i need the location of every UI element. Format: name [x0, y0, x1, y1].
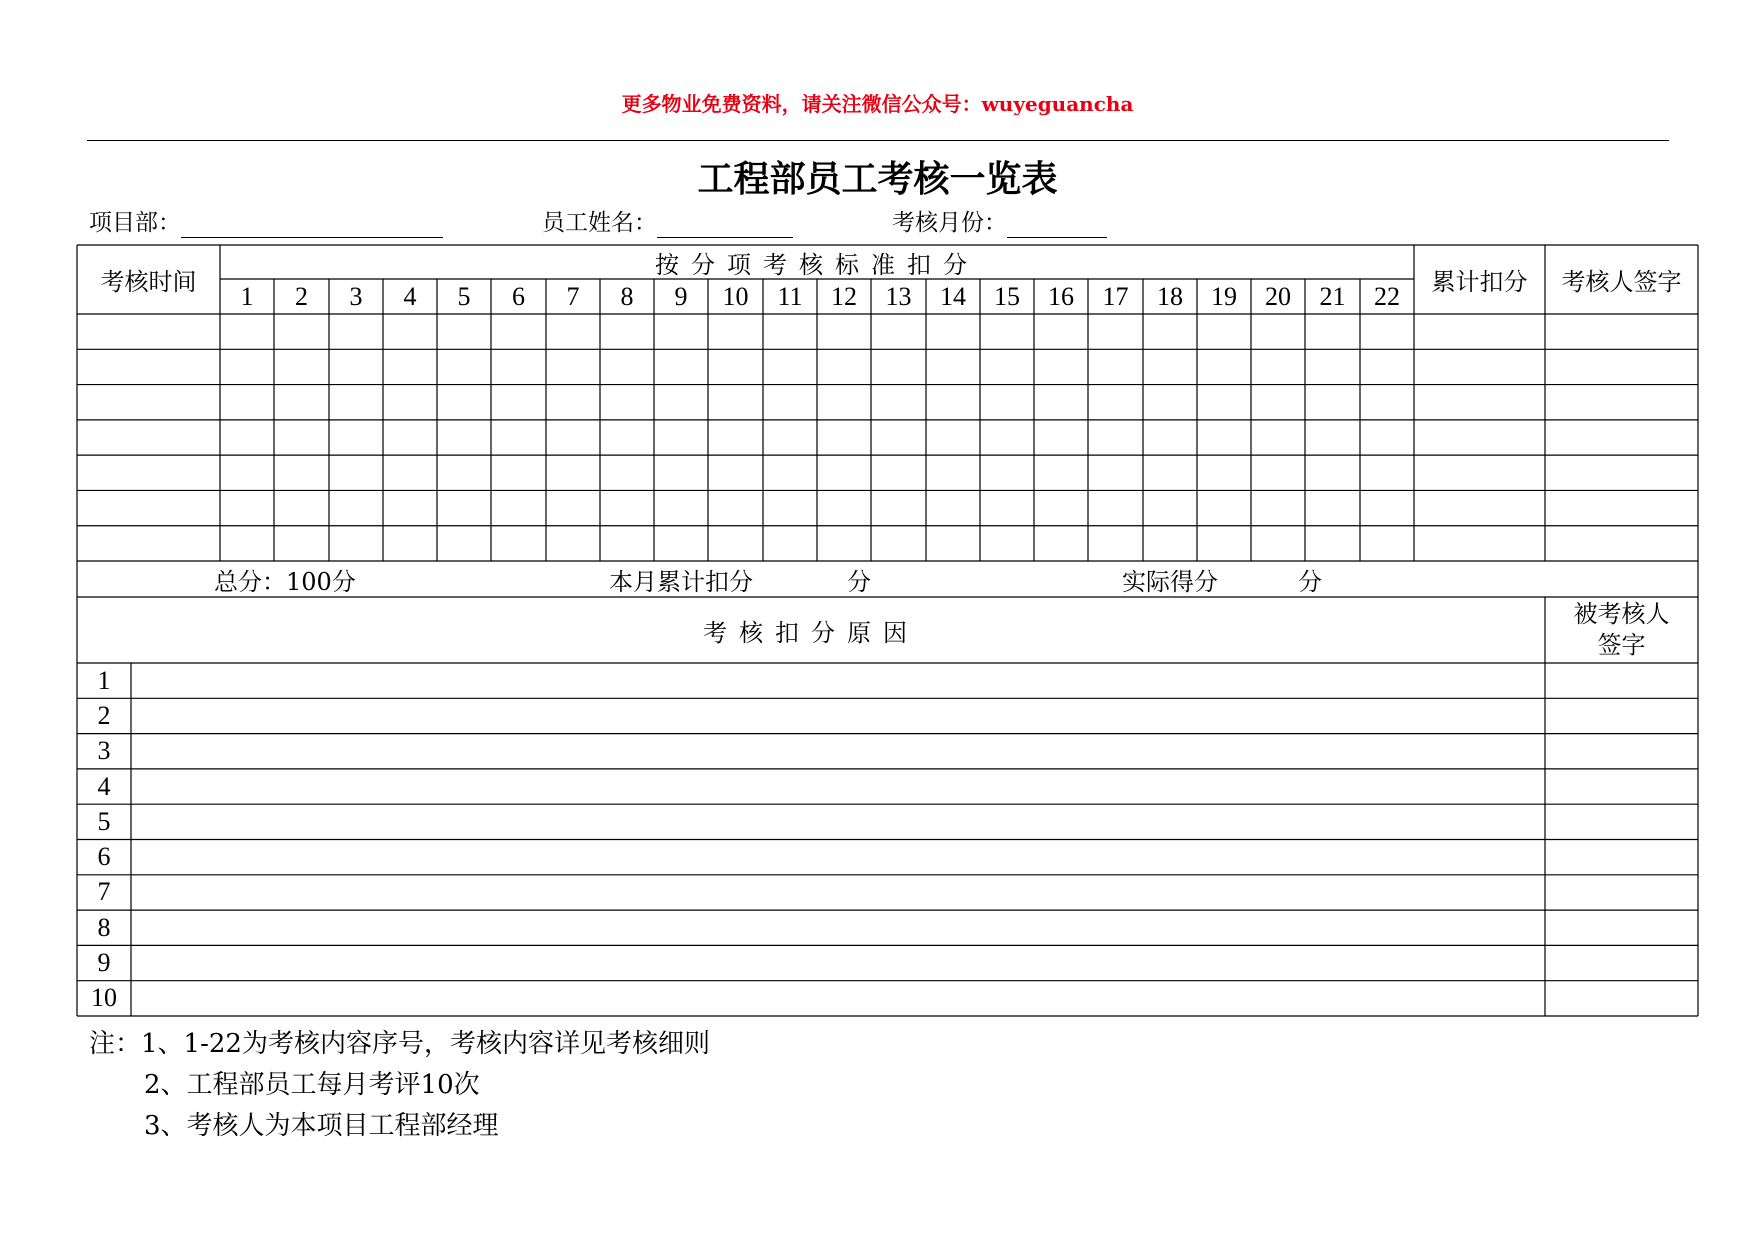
reason-row-number: 5 — [97, 806, 111, 836]
monthly-deduction-unit: 分 — [847, 567, 871, 596]
reason-row-number: 10 — [91, 983, 117, 1013]
employee-label: 员工姓名： — [542, 210, 657, 236]
criteria-number: 10 — [722, 281, 749, 311]
note-item: 注：1、1-22为考核内容序号，考核内容详见考核细则 — [89, 1029, 710, 1059]
time-header: 考核时间 — [100, 268, 197, 296]
monthly-deduction-label: 本月累计扣分 — [609, 567, 753, 596]
month-label: 考核月份： — [892, 210, 1007, 236]
criteria-number: 16 — [1048, 281, 1074, 311]
criteria-number: 11 — [777, 281, 803, 311]
reason-row-number: 7 — [97, 877, 111, 907]
criteria-header: 按分项考核标准扣分 — [655, 250, 979, 279]
note-item: 3、考核人为本项目工程部经理 — [144, 1111, 499, 1141]
reason-row-number: 9 — [97, 948, 111, 978]
reason-row-number: 4 — [97, 771, 111, 801]
page-title: 工程部员工考核一览表 — [697, 158, 1058, 200]
criteria-number: 2 — [295, 281, 308, 311]
promo-banner: 更多物业免费资料，请关注微信公众号：wuyeguancha — [621, 92, 1134, 116]
project-label: 项目部： — [89, 210, 181, 236]
cumulative-header: 累计扣分 — [1431, 268, 1528, 296]
assessor-sign-header: 考核人签字 — [1561, 268, 1682, 296]
criteria-number: 12 — [831, 281, 857, 311]
criteria-number: 20 — [1265, 281, 1291, 311]
criteria-number: 17 — [1102, 281, 1129, 311]
criteria-number: 7 — [566, 281, 580, 311]
criteria-number: 13 — [885, 281, 912, 311]
reason-row-number: 2 — [97, 700, 111, 730]
criteria-number: 19 — [1211, 281, 1237, 311]
assessee-sign-line1: 被考核人 — [1573, 600, 1670, 628]
reasons-header: 考核扣分原因 — [703, 618, 919, 647]
criteria-number: 21 — [1319, 281, 1346, 311]
criteria-number: 18 — [1157, 281, 1183, 311]
reason-row-number: 1 — [97, 665, 111, 695]
criteria-number: 9 — [674, 281, 688, 311]
actual-score-label: 实际得分 — [1122, 567, 1218, 596]
criteria-number: 8 — [620, 281, 634, 311]
criteria-number: 3 — [349, 281, 363, 311]
criteria-number: 4 — [403, 281, 417, 311]
reason-row-number: 3 — [97, 736, 111, 766]
reason-row-number: 6 — [97, 842, 111, 872]
criteria-number: 14 — [940, 281, 966, 311]
actual-score-unit: 分 — [1298, 567, 1322, 596]
note-item: 2、工程部员工每月考评10次 — [144, 1070, 480, 1100]
criteria-number: 15 — [994, 281, 1020, 311]
notes — [89, 1024, 710, 1147]
criteria-number: 5 — [457, 281, 471, 311]
criteria-number: 6 — [512, 281, 525, 311]
reason-row-number: 8 — [97, 912, 111, 942]
assessee-sign-line2: 签字 — [1597, 631, 1646, 659]
criteria-number: 1 — [240, 281, 254, 311]
assessee-sign-header — [1545, 597, 1698, 663]
criteria-number: 22 — [1374, 281, 1400, 311]
total-score-label: 总分：100分 — [214, 567, 356, 596]
